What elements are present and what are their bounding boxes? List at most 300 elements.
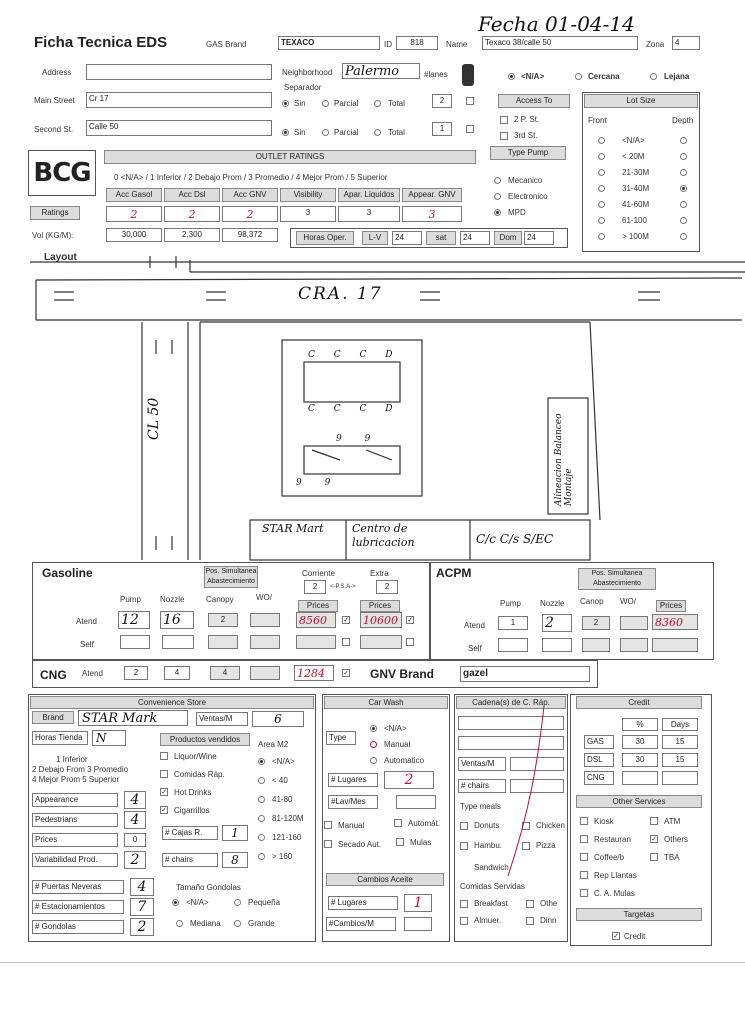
lanes-label: #lanes	[424, 70, 448, 79]
outlet-col-header: Acc GNV	[222, 188, 278, 202]
gas-nozzle-label: Nozzle	[160, 595, 185, 604]
sep-main-parcial-label: Parcial	[334, 99, 359, 108]
comida-breakfast-check[interactable]	[460, 900, 468, 908]
service-label: ATM	[664, 817, 681, 826]
gas-pos-sim-label: Pos. Simultanea Abastecimiento	[204, 566, 258, 588]
lanes-second-field[interactable]: 1	[432, 122, 452, 136]
sep-main-parcial-radio[interactable]	[322, 100, 329, 107]
gas-pump-field[interactable]: 12	[118, 611, 150, 629]
gas-self-price2-check[interactable]	[406, 638, 414, 646]
sep-main-total-radio[interactable]	[374, 100, 381, 107]
carwash-na-radio[interactable]	[370, 725, 377, 732]
cng-field-1[interactable]: 2	[124, 666, 148, 680]
product-check[interactable]: ✓	[161, 807, 167, 814]
layout-star-mart: STAR Mart	[262, 522, 324, 535]
product-check[interactable]	[160, 770, 168, 778]
lv-label: L-V	[362, 231, 388, 245]
lot-front-radio[interactable]	[598, 137, 605, 144]
page-bottom-line	[0, 962, 745, 963]
acpm-prices-label: Prices	[656, 600, 686, 612]
variabilidad-label: Variabilidad Prod.	[32, 853, 118, 867]
handwritten-strike	[500, 700, 550, 880]
traffic-light-icon	[462, 64, 474, 86]
store-header: Convenience Store	[30, 696, 314, 709]
bcg-logo: BCG	[28, 150, 96, 196]
lot-front-radio[interactable]	[598, 169, 605, 176]
product-label: Comidas Ráp.	[174, 770, 225, 779]
dom-label: Dom	[494, 231, 522, 245]
service-check[interactable]	[650, 853, 658, 861]
tamano-grande-radio[interactable]	[234, 920, 241, 927]
name-field[interactable]: Texaco 38/calle 50	[482, 36, 638, 50]
tamano-label: Tamaño Gondolas	[176, 883, 241, 892]
name-label: Name	[446, 40, 468, 49]
credit-row-label: CNG	[584, 771, 614, 785]
comida-breakfast-label: Breakfast	[474, 899, 508, 908]
zona-label: Zona	[646, 40, 665, 49]
prices-field[interactable]: 0	[124, 833, 146, 847]
main-street-field[interactable]: Cr 17	[86, 92, 272, 108]
horas-tienda-field[interactable]: N	[92, 730, 126, 746]
neighborhood-label: Neighborhood	[282, 68, 333, 77]
outlet-col-header: Acc Gasol	[106, 188, 162, 202]
sep-main-sin-radio[interactable]	[282, 100, 289, 107]
gas-wo-label: WO/	[256, 593, 272, 602]
vol-label: Vol (KG/M):	[32, 231, 74, 240]
product-label: Hot Drinks	[174, 788, 212, 797]
credit-pct-field[interactable]: 30	[622, 753, 658, 767]
street-cra17: CRA. 17	[298, 284, 383, 304]
gnv-brand-label: GNV Brand	[370, 667, 435, 681]
service-check[interactable]	[580, 817, 588, 825]
cajas-field[interactable]: 1	[222, 825, 248, 841]
lot-depth-radio[interactable]	[680, 137, 687, 144]
gas-self-pump[interactable]	[120, 635, 150, 649]
gas-nozzle-field[interactable]: 16	[160, 611, 194, 629]
sep-second-sin-radio[interactable]	[282, 129, 289, 136]
proximity-na-label: <N/A>	[521, 72, 545, 81]
dom-field[interactable]: 24	[524, 231, 554, 245]
proximity-cercana-radio[interactable]	[575, 73, 582, 80]
id-field[interactable]: 818	[396, 36, 438, 50]
second-street-field[interactable]: Calle 50	[86, 120, 272, 136]
acpm-self-price[interactable]	[652, 638, 698, 652]
outlet-col-header: Appear. GNV	[402, 188, 462, 202]
outlet-rating-field[interactable]: 2	[164, 206, 220, 222]
price-corriente-field[interactable]: 8560	[296, 612, 336, 628]
sep-second-sin-label: Sin	[294, 128, 306, 137]
service-label: Coffee/b	[594, 853, 625, 862]
pump-mpd-label: MPD	[508, 208, 526, 217]
acpm-self-wo[interactable]	[620, 638, 648, 652]
pump-island-top-label: C C C D	[308, 350, 401, 360]
gas-self-price2[interactable]	[360, 635, 402, 649]
pump-island-g2: 9 9	[296, 478, 331, 488]
comida-other-check[interactable]	[526, 900, 534, 908]
store-scale-3: 4 Mejor Prom 5 Superior	[32, 775, 120, 784]
cambios-mes-label: #Cambios/M	[326, 917, 396, 931]
service-label: Kiosk	[594, 817, 614, 826]
carwash-auto-radio[interactable]	[370, 757, 377, 764]
corriente-field[interactable]: 2	[304, 580, 326, 594]
main-street-label: Main Street	[34, 96, 75, 105]
credit-row-label: GAS	[584, 735, 614, 749]
proximity-lejana-label: Lejana	[664, 72, 690, 81]
carwash-lugares-field[interactable]: 2	[384, 771, 434, 789]
acpm-price-field[interactable]: 8360	[652, 614, 698, 630]
credit-pct-field[interactable]: 30	[622, 735, 658, 749]
form-title: Ficha Tecnica EDS	[34, 34, 168, 51]
meal-donuts-label: Donuts	[474, 821, 500, 830]
gas-prices-label-2: Prices	[360, 600, 400, 612]
lot-depth-label: Depth	[672, 116, 694, 125]
cadena-ventas-label: Ventas/M	[458, 757, 506, 771]
credit-row-label: DSL	[584, 753, 614, 767]
area-radio[interactable]	[258, 796, 265, 803]
outlet-rating-field[interactable]: 3	[402, 206, 462, 222]
outlet-rating-field[interactable]: 3	[338, 206, 400, 222]
gas-brand-field[interactable]: TEXACO	[278, 36, 380, 50]
lot-option-label: 61-100	[622, 216, 647, 225]
cng-price-check[interactable]: ✓	[343, 670, 349, 677]
sep-main-sin-label: Sin	[294, 99, 306, 108]
pump-electronico-label: Electronico	[508, 192, 548, 201]
credit-days-field[interactable]: 15	[662, 753, 698, 767]
outlet-ratings-header: OUTLET RATINGS	[104, 150, 476, 164]
cw-auto-label: Automát.	[408, 819, 441, 828]
price-extra-field[interactable]: 10600	[360, 612, 402, 628]
lot-depth-radio[interactable]	[680, 201, 687, 208]
corriente-label: Corriente	[302, 569, 335, 578]
outlet-vol-field[interactable]: 2,300	[164, 228, 220, 242]
pump-island-mid-label: C C C D	[308, 404, 401, 414]
cw-manual-check[interactable]	[324, 821, 332, 829]
id-label: ID	[384, 40, 392, 49]
price-corriente-check[interactable]: ✓	[343, 617, 349, 624]
access-3rd-label: 3rd St.	[514, 131, 538, 140]
area-label: > 160	[272, 852, 293, 861]
cng-field-3[interactable]: 4	[210, 666, 240, 680]
service-check[interactable]	[580, 853, 588, 861]
store-ventas-label: Ventas/M	[196, 712, 248, 726]
lot-option-label: <N/A>	[622, 136, 645, 145]
lot-depth-radio[interactable]	[680, 217, 687, 224]
cng-field-4[interactable]	[250, 666, 280, 680]
acpm-self-label: Self	[468, 644, 482, 653]
gas-self-nozzle[interactable]	[162, 635, 194, 649]
lot-depth-radio[interactable]	[680, 185, 687, 192]
outlet-rating-field[interactable]: 2	[106, 206, 162, 222]
carwash-na-label: <N/A>	[384, 724, 407, 733]
outlet-col-header: Visibility	[280, 188, 336, 202]
service-check[interactable]	[580, 871, 588, 879]
lanes-second-check[interactable]	[466, 125, 474, 133]
sep-second-total-label: Total	[388, 128, 405, 137]
separador-label: Separador	[284, 83, 322, 92]
price-extra-check[interactable]: ✓	[407, 617, 413, 624]
comida-dinner-label: Dinn	[540, 916, 557, 925]
gas-self-price1[interactable]	[296, 635, 336, 649]
tamano-mediana-label: Mediana	[190, 919, 221, 928]
estacionamientos-label: # Estacionamientos	[32, 900, 124, 914]
service-label: Rep Llantas	[594, 871, 637, 880]
carwash-lav-field[interactable]	[396, 795, 436, 809]
meal-donuts-check[interactable]	[460, 822, 468, 830]
lot-front-radio[interactable]	[598, 153, 605, 160]
pedestrians-label: Pedestrians	[32, 813, 118, 827]
acpm-pump-field[interactable]: 1	[498, 616, 528, 630]
lot-option-label: 21-30M	[622, 168, 650, 177]
area-radio[interactable]	[258, 815, 265, 822]
lot-depth-radio[interactable]	[680, 153, 687, 160]
type-pump-header: Type Pump	[490, 146, 566, 160]
sep-second-parcial-radio[interactable]	[322, 129, 329, 136]
gas-self-wo[interactable]	[250, 635, 280, 649]
carwash-auto-label: Automatico	[384, 756, 425, 765]
service-label: C. A. Mulas	[594, 889, 635, 898]
sep-second-parcial-label: Parcial	[334, 128, 359, 137]
lv-field[interactable]: 24	[392, 231, 422, 245]
acpm-self-pump[interactable]	[498, 638, 528, 652]
comidas-label: Comidas Servidas	[460, 882, 525, 891]
area-label: 121-160	[272, 833, 302, 842]
gondolas-field[interactable]: 2	[130, 918, 154, 936]
puertas-field[interactable]: 4	[130, 878, 154, 896]
cajas-label: # Cajas R.	[162, 826, 218, 840]
zona-field[interactable]: 4	[672, 36, 700, 50]
proximity-na-radio[interactable]	[508, 73, 515, 80]
gasoline-title: Gasoline	[42, 566, 93, 580]
tamano-pequena-label: Pequeña	[248, 898, 281, 907]
gas-self-canopy[interactable]	[208, 635, 238, 649]
lot-front-label: Front	[588, 116, 607, 125]
store-scale-1: 1 Inferior	[56, 755, 88, 764]
comida-almuer-label: Almuer.	[474, 916, 502, 925]
outlet-rating-field[interactable]: 3	[280, 206, 336, 222]
layout-cc-cs-sec: C/c C/s S/EC	[476, 532, 554, 546]
cng-field-2[interactable]: 4	[164, 666, 190, 680]
gas-wo-field[interactable]	[250, 613, 280, 627]
gas-atend-label: Atend	[76, 617, 97, 626]
acpm-wo-field[interactable]	[620, 616, 648, 630]
pump-mecanico-label: Mecanico	[508, 176, 543, 185]
cw-mulas-check[interactable]	[396, 838, 404, 846]
lot-front-radio[interactable]	[598, 185, 605, 192]
area-radio[interactable]	[258, 758, 265, 765]
acpm-self-nozzle[interactable]	[542, 638, 572, 652]
cng-title: CNG	[40, 668, 67, 682]
pedestrians-field[interactable]: 4	[124, 811, 146, 829]
store-chairs-label: # chairs	[162, 853, 218, 867]
credit-pct-field[interactable]	[622, 771, 658, 785]
store-brand-field[interactable]: STAR Mark	[78, 710, 188, 726]
lot-option-label: 41-60M	[622, 200, 650, 209]
cw-secado-label: Secado Aut.	[338, 840, 382, 849]
service-label: TBA	[664, 853, 680, 862]
acpm-wo-label: WO/	[620, 597, 636, 606]
outlet-vol-field[interactable]: 30,000	[106, 228, 162, 242]
other-services-header: Other Services	[576, 795, 702, 808]
handwritten-date: Fecha 01-04-14	[478, 12, 635, 36]
credit-days-field[interactable]: 15	[662, 735, 698, 749]
outlet-rating-field[interactable]: 2	[222, 206, 278, 222]
targetas-header: Targetas	[576, 908, 702, 921]
neighborhood-field[interactable]: Palermo	[342, 63, 420, 79]
lot-option-label: < 20M	[622, 152, 645, 161]
gas-prices-label-1: Prices	[298, 600, 338, 612]
credit-days-label: Days	[662, 718, 698, 731]
extra-field[interactable]: 2	[376, 580, 398, 594]
product-label: Cigarrillos	[174, 806, 210, 815]
lanes-main-check[interactable]	[466, 97, 474, 105]
credit-header: Credit	[576, 696, 702, 709]
lot-depth-radio[interactable]	[680, 233, 687, 240]
comida-dinner-check[interactable]	[526, 917, 534, 925]
sat-field[interactable]: 24	[460, 231, 490, 245]
service-check[interactable]	[580, 889, 588, 897]
tamano-grande-label: Grande	[248, 919, 275, 928]
gas-self-label: Self	[80, 640, 94, 649]
sep-second-total-radio[interactable]	[374, 129, 381, 136]
carwash-manual-radio[interactable]	[370, 741, 377, 748]
lot-front-radio[interactable]	[598, 233, 605, 240]
area-label: < 40	[272, 776, 288, 785]
access-3rd-check[interactable]	[500, 132, 508, 140]
carwash-lugares-label: # Lugares	[328, 773, 378, 787]
service-check[interactable]	[650, 817, 658, 825]
lot-option-label: 31-40M	[622, 184, 650, 193]
lot-front-radio[interactable]	[598, 201, 605, 208]
lot-option-label: > 100M	[622, 232, 649, 241]
cadena-header: Cadena(s) de C. Ráp.	[456, 696, 566, 709]
service-label: Restauran	[594, 835, 631, 844]
acpm-atend-label: Atend	[464, 621, 485, 630]
estacionamientos-field[interactable]: 7	[130, 898, 154, 916]
extra-label: Extra	[370, 569, 389, 578]
lot-front-radio[interactable]	[598, 217, 605, 224]
pump-mpd-radio[interactable]	[494, 209, 501, 216]
address-label: Address	[42, 68, 72, 77]
store-brand-label: Brand	[32, 711, 74, 724]
access-to-header: Access To	[498, 94, 570, 108]
carwash-lav-label: #Lav/Mes	[328, 795, 378, 809]
acpm-pos-sim-label: Pos. Simultanea Abastecimiento	[578, 568, 656, 590]
cambios-header: Cambios Aceite	[326, 873, 444, 886]
pump-electronico-radio[interactable]	[494, 193, 501, 200]
cw-manual-label: Manual	[338, 821, 365, 830]
area-radio[interactable]	[258, 777, 265, 784]
area-label: <N/A>	[272, 757, 295, 766]
service-check[interactable]: ✓	[651, 836, 657, 843]
proximity-lejana-radio[interactable]	[650, 73, 657, 80]
comida-other-label: Othe	[540, 899, 558, 908]
meal-hambu-check[interactable]	[460, 842, 468, 850]
product-check[interactable]	[160, 752, 168, 760]
tamano-na-radio[interactable]	[172, 899, 179, 906]
carwash-manual-label: Manual	[384, 740, 411, 749]
gondolas-label: # Gondolas	[32, 920, 124, 934]
outlet-vol-field[interactable]: 98,372	[222, 228, 278, 242]
address-field[interactable]	[86, 64, 272, 80]
area-label: Area M2	[258, 740, 289, 749]
service-check[interactable]	[580, 835, 588, 843]
street-cl50: CL 50	[146, 397, 162, 440]
pump-island-g1: 9 9	[336, 434, 371, 444]
gas-self-price1-check[interactable]	[342, 638, 350, 646]
gas-brand-label: GAS Brand	[206, 40, 247, 49]
lanes-main-field[interactable]: 2	[432, 94, 452, 108]
outlet-legend: 0 <N/A> / 1 Inferior / 2 Debajo Prom / 3 Promedio / 4 Mejor Prom / 5 Superior	[114, 173, 388, 182]
pump-mecanico-radio[interactable]	[494, 177, 501, 184]
meal-hambu-label: Hambu.	[474, 841, 503, 850]
cw-secado-check[interactable]	[324, 840, 332, 848]
layout-label: Layout	[44, 252, 77, 263]
tamano-pequena-radio[interactable]	[234, 899, 241, 906]
meal-pizza-label: Pizza	[536, 841, 556, 850]
cadena-chairs-label: # chairs	[458, 779, 506, 793]
acpm-pump-label: Pump	[500, 599, 521, 608]
meal-sandwich-label: Sandwich	[474, 863, 509, 872]
acpm-nozzle-field[interactable]: 2	[542, 614, 572, 632]
cng-price-field[interactable]: 1284	[294, 665, 334, 681]
cambios-mes-field[interactable]	[404, 917, 432, 931]
area-label: 41-80	[272, 795, 293, 804]
store-ventas-field[interactable]: 6	[252, 711, 304, 727]
gnv-brand-field[interactable]: gazel	[460, 666, 590, 682]
psa-label: <-P.S.A->	[330, 584, 356, 590]
appearance-field[interactable]: 4	[124, 791, 146, 809]
cw-mulas-label: Mulas	[410, 838, 432, 847]
gas-canopy-field[interactable]: 2	[208, 613, 238, 627]
variabilidad-field[interactable]: 2	[124, 851, 146, 869]
area-radio[interactable]	[258, 834, 265, 841]
outlet-col-header: Apar. Liquidos	[338, 188, 400, 202]
sat-label: sat	[426, 231, 456, 245]
product-check[interactable]: ✓	[161, 789, 167, 796]
tamano-mediana-radio[interactable]	[176, 920, 183, 927]
credit-days-field[interactable]	[662, 771, 698, 785]
layout-alineacion: Alineacion Balanceo Montaje	[554, 413, 574, 506]
access-2pst-check[interactable]	[500, 116, 508, 124]
horas-tienda-label: Horas Tienda	[32, 731, 88, 745]
sep-main-total-label: Total	[388, 99, 405, 108]
area-radio[interactable]	[258, 853, 265, 860]
comida-almuer-check[interactable]	[460, 917, 468, 925]
access-2pst-label: 2 P. St.	[514, 115, 540, 124]
cambios-lugares-label: # Lugares	[328, 896, 398, 910]
puertas-label: # Puertas Neveras	[32, 880, 124, 894]
cng-atend-label: Atend	[82, 669, 103, 678]
cambios-lugares-field[interactable]: 1	[404, 894, 432, 912]
meal-chicken-label: Chicken	[536, 821, 565, 830]
lot-depth-radio[interactable]	[680, 169, 687, 176]
store-chairs-field[interactable]: 8	[222, 852, 248, 868]
acpm-canop-field[interactable]: 2	[582, 616, 610, 630]
area-label: 81-120M	[272, 814, 304, 823]
acpm-nozzle-label: Nozzle	[540, 599, 565, 608]
productos-label: Productos vendidos	[160, 733, 250, 746]
gas-canopy-label: Canopy	[206, 595, 234, 604]
product-label: Liquor/Wine	[174, 752, 217, 761]
credit-card-label: Credit	[624, 932, 646, 941]
outlet-col-header: Acc Dsl	[164, 188, 220, 202]
service-label: Others	[664, 835, 689, 844]
credit-pct-label: %	[622, 718, 658, 731]
acpm-self-canop[interactable]	[582, 638, 610, 652]
credit-card-check[interactable]: ✓	[613, 933, 619, 940]
cw-auto-check[interactable]	[394, 819, 402, 827]
tamano-na-label: <N/A>	[186, 898, 209, 907]
